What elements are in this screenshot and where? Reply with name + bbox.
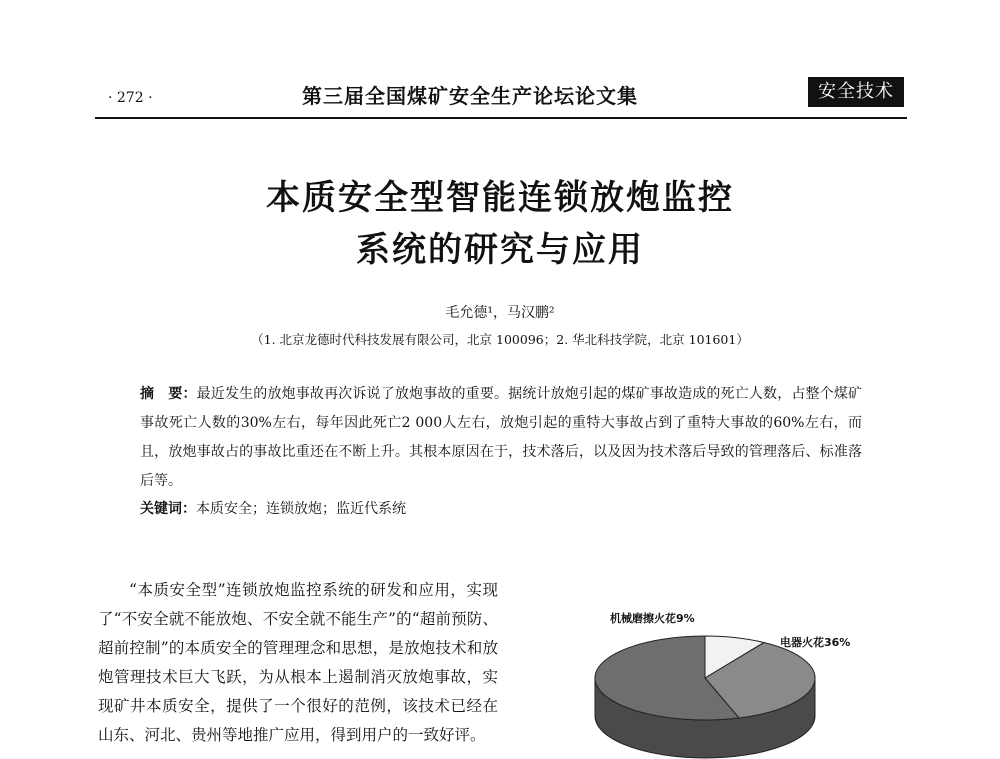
abstract-label: 摘 要： (140, 386, 197, 402)
article-title (150, 172, 850, 276)
title-line-1: 本质安全型智能连锁放炮监控 (266, 178, 734, 218)
section-tag: 安全技术 (808, 77, 904, 107)
title-line-2: 系统的研究与应用 (356, 230, 644, 270)
abstract (140, 380, 862, 496)
abstract-text: 最近发生的放炮事故再次诉说了放炮事故的重要。据统计放炮引起的煤矿事故造成的死亡人数，占整个煤矿事故死亡人数的30%左右，每年因此死亡2 000人左右，放炮引起的重特大事故占到了重特大事故的60%左右，而且，放炮事故占的事故比重还在不断上升。其根本原因在于，技术落后，以及因为技术落后导致的管理落后、标准落后等。 (140, 386, 862, 489)
keywords-label: 关键词： (140, 501, 196, 517)
pie-label-1: 电器火花36% (780, 636, 851, 649)
pie-label-0: 机械磨擦火花9% (610, 612, 695, 625)
authors: 毛允德¹，马汉鹏² (445, 305, 555, 321)
affiliation: （1. 北京龙德时代科技发展有限公司，北京 100096；2. 华北科技学院，北京 101601） (251, 332, 749, 347)
pie-chart (570, 600, 900, 759)
body-paragraph: “本质安全型”连锁放炮监控系统的研发和应用，实现了“不安全就不能放炮、不安全就不能生产”的“超前预防、超前控制”的本质安全的管理理念和思想，是放炮技术和放炮管理技术巨大飞跃，为从根本上遏制消灭放炮事故，实现矿井本质安全，提供了一个很好的范例，该技术已经在山东、河北、贵州等地推广应用，得到用户的一致好评。 (98, 581, 498, 744)
header-rule (95, 117, 907, 119)
keywords-text: 本质安全；连锁放炮；监近代系统 (196, 501, 406, 517)
page-number: · 272 · (108, 90, 153, 106)
keywords (140, 498, 862, 518)
journal-title: 第三届全国煤矿安全生产论坛论文集 (302, 84, 638, 108)
pie-group (595, 611, 850, 758)
